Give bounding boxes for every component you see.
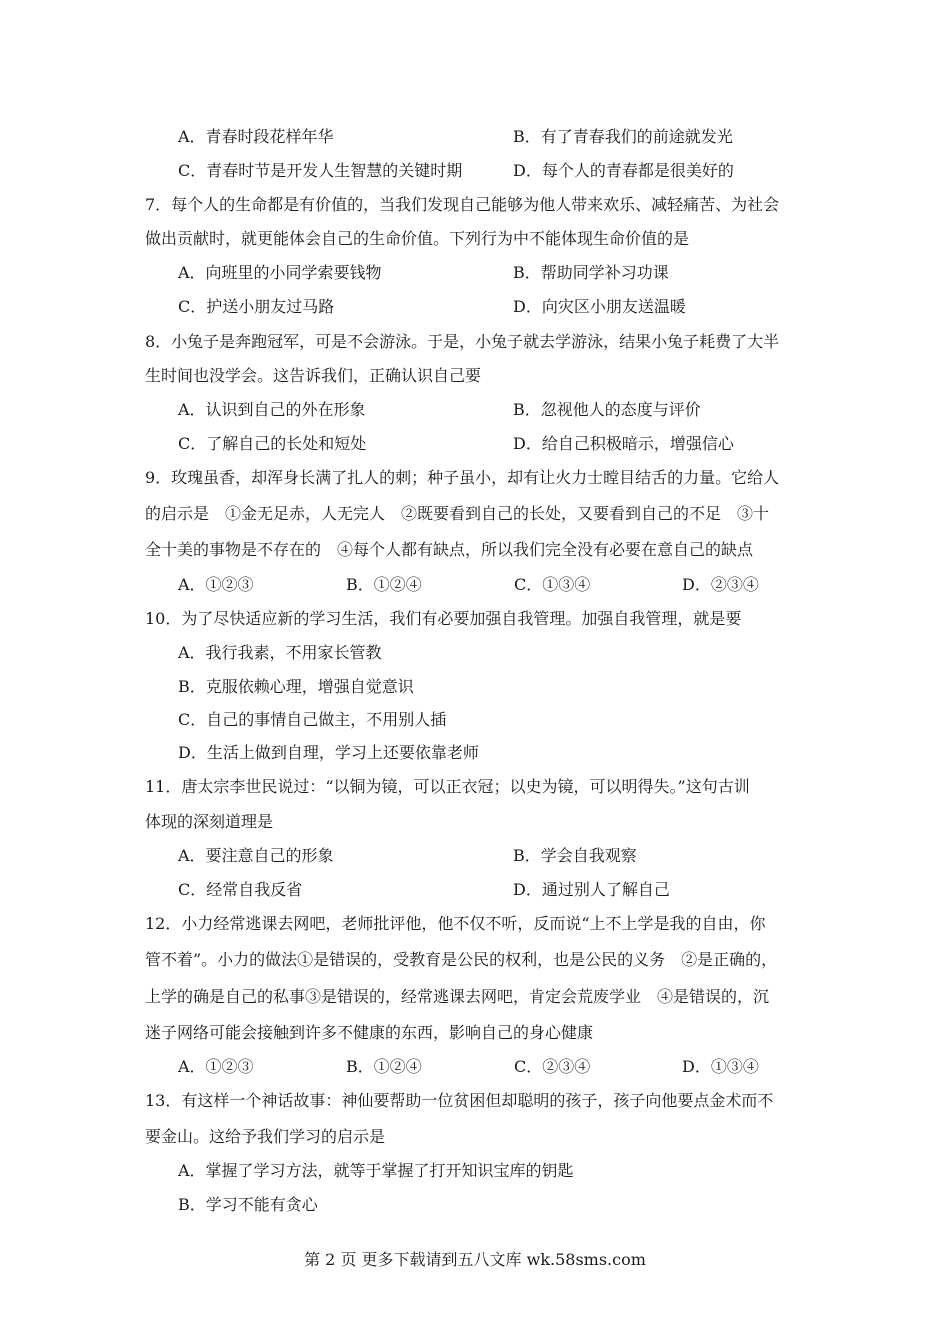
q9-option-b: B．①②④ <box>346 575 422 594</box>
q7-option-c: C．护送小朋友过马路 <box>178 297 335 316</box>
q8-options-row-2 <box>178 427 848 461</box>
q7-options-row-2 <box>178 290 848 324</box>
q9-option-a: A．①②③ <box>178 575 254 594</box>
q6-option-d: D．每个人的青春都是很美好的 <box>513 161 734 180</box>
q6-option-a: A．青春时段花样年华 <box>178 127 334 146</box>
q7-option-a: A．向班里的小同学索要钱物 <box>178 263 382 282</box>
q13-stem-line-2: 要金山。这给予我们学习的启示是 <box>145 1127 386 1146</box>
q8-option-a: A．认识到自己的外在形象 <box>178 400 366 419</box>
q8-stem-line-1: 8．小兔子是奔跑冠军，可是不会游泳。于是，小兔子就去学游泳，结果小兔子耗费了大半 <box>145 332 780 351</box>
q12-stem-line-4: 迷子网络可能会接触到许多不健康的东西，影响自己的身心健康 <box>145 1023 594 1042</box>
q12-stem-line-3: 上学的确是自己的私事③是错误的，经常逃课去网吧，肯定会荒废学业 ④是错误的，沉 <box>145 987 770 1006</box>
q10-stem-line-1: 10．为了尽快适应新的学习生活，我们有必要加强自我管理。加强自我管理，就是要 <box>145 609 742 628</box>
q8-option-d: D．给自己积极暗示，增强信心 <box>513 434 734 453</box>
q7-options-row-1 <box>178 256 848 290</box>
q11-option-d: D．通过别人了解自己 <box>513 880 670 899</box>
q10-option-c: C．自己的事情自己做主，不用别人插 <box>178 710 447 729</box>
q12-option-d: D．①③④ <box>682 1057 759 1076</box>
q7-stem-line-2: 做出贡献时，就更能体会自己的生命价值。下列行为中不能体现生命价值的是 <box>145 229 690 248</box>
q9-options-row <box>178 568 848 602</box>
q12-stem-line-1: 12．小力经常逃课去网吧，老师批评他，他不仅不听，反而说“上不上学是我的自由，你 <box>145 914 766 933</box>
q6-option-b: B．有了青春我们的前途就发光 <box>513 127 733 146</box>
q11-options-row-1 <box>178 839 848 873</box>
q8-option-c: C．了解自己的长处和短处 <box>178 434 367 453</box>
q7-stem-line-1: 7．每个人的生命都是有价值的，当我们发现自己能够为他人带来欢乐、减轻痛苦、为社会 <box>145 195 780 214</box>
q8-stem-line-2: 生时间也没学会。这告诉我们，正确认识自己要 <box>145 366 482 385</box>
q8-option-b: B．忽视他人的态度与评价 <box>513 400 701 419</box>
q9-option-d: D．②③④ <box>682 575 759 594</box>
page-footer: 第 2 页 更多下载请到五八文库 wk.58sms.com <box>304 1250 646 1269</box>
q6-options-row-1 <box>178 120 848 154</box>
q12-option-a: A．①②③ <box>178 1057 254 1076</box>
q6-option-c: C．青春时节是开发人生智慧的关键时期 <box>178 161 463 180</box>
q12-option-c: C．②③④ <box>514 1057 591 1076</box>
q13-stem-line-1: 13．有这样一个神话故事：神仙要帮助一位贫困但却聪明的孩子，孩子向他要点金术而不 <box>145 1091 774 1110</box>
q11-option-a: A．要注意自己的形象 <box>178 846 334 865</box>
q11-options-row-2 <box>178 873 848 907</box>
q9-option-c: C．①③④ <box>514 575 591 594</box>
q8-options-row-1 <box>178 393 848 427</box>
q11-stem-line-1: 11．唐太宗李世民说过：“以铜为镜，可以正衣冠；以史为镜，可以明得失。”这句古训 <box>145 777 750 796</box>
q13-option-b: B．学习不能有贪心 <box>178 1195 318 1214</box>
q9-stem-line-2: 的启示是 ①金无足赤，人无完人 ②既要看到自己的长处，又要看到自己的不足 ③十 <box>145 504 770 523</box>
q10-option-a: A．我行我素，不用家长管教 <box>178 643 382 662</box>
q7-option-b: B．帮助同学补习功课 <box>513 263 669 282</box>
q11-stem-line-2: 体现的深刻道理是 <box>145 812 274 831</box>
q10-option-b: B．克服依赖心理，增强自觉意识 <box>178 677 414 696</box>
q7-option-d: D．向灾区小朋友送温暖 <box>513 297 686 316</box>
q12-option-b: B．①②④ <box>346 1057 422 1076</box>
q11-option-c: C．经常自我反省 <box>178 880 303 899</box>
q10-option-d: D．生活上做到自理，学习上还要依靠老师 <box>178 743 479 762</box>
q12-stem-line-2: 管不着”。小力的做法①是错误的，受教育是公民的权利，也是公民的义务 ②是正确的， <box>145 950 778 969</box>
q13-option-a: A．掌握了学习方法，就等于掌握了打开知识宝库的钥匙 <box>178 1161 574 1180</box>
q9-stem-line-3: 全十美的事物是不存在的 ④每个人都有缺点，所以我们完全没有必要在意自己的缺点 <box>145 540 754 559</box>
q9-stem-line-1: 9．玫瑰虽香，却浑身长满了扎人的刺；种子虽小，却有让火力士瞠目结舌的力量。它给人 <box>145 468 780 487</box>
q11-option-b: B．学会自我观察 <box>513 846 637 865</box>
q6-options-row-2 <box>178 154 848 188</box>
q12-options-row <box>178 1050 848 1084</box>
